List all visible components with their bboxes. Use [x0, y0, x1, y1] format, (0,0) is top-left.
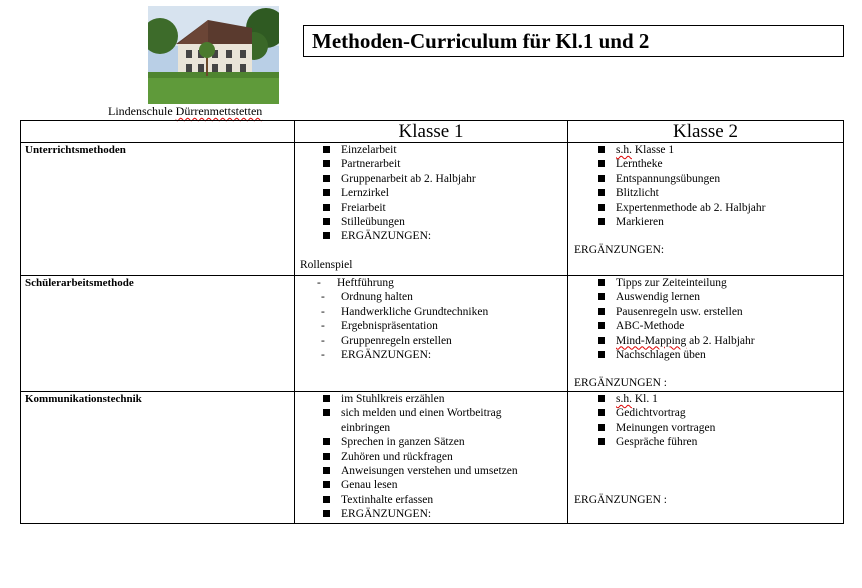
list-item: - Heftführung [337, 276, 567, 290]
curriculum-table [20, 120, 844, 524]
list-item: Lernzirkel [341, 186, 567, 200]
list-item: Sprechen in ganzen Sätzen [341, 435, 567, 449]
list-item: Auswendig lernen [616, 290, 843, 304]
mind-mapping-rest: ab 2. Halbjahr [686, 334, 755, 347]
cell-klasse1-kommunikationstechnik [295, 392, 568, 524]
cell-klasse1-unterrichtsmethoden [295, 143, 568, 276]
list-item: Lerntheke [616, 157, 843, 171]
list-item: Partnerarbeit [341, 157, 567, 171]
school-photo [148, 6, 279, 104]
cell-klasse1-schuelerarbeitsmethode [295, 276, 568, 392]
list-item: ERGÄNZUNGEN: [341, 229, 567, 243]
caption-prefix: Lindenschule [108, 104, 176, 118]
list-item: im Stuhlkreis erzählen [341, 392, 567, 406]
list-item: Markieren [616, 215, 843, 229]
list-item: Entspannungsübungen [616, 172, 843, 186]
sh-abbrev: s.h. [616, 393, 632, 405]
list-item: sich melden und einen Wortbeitrag [341, 406, 567, 420]
table-row [21, 276, 844, 392]
header-empty-cell [21, 121, 295, 143]
extra-note: Rollenspiel [300, 258, 353, 271]
list-item: Gespräche führen [616, 435, 843, 449]
list-item: ERGÄNZUNGEN: [341, 507, 567, 521]
table-header-row [21, 121, 844, 143]
cell-klasse2-schuelerarbeitsmethode [568, 276, 844, 392]
row-label-unterrichtsmethoden: Unterrichtsmethoden [21, 143, 295, 276]
cell-klasse2-unterrichtsmethoden [568, 143, 844, 276]
header-klasse-1: Klasse 1 [295, 121, 568, 143]
list-item: Anweisungen verstehen und umsetzen [341, 464, 567, 478]
list-item: - Handwerkliche Grundtechniken [341, 305, 567, 319]
erganzungen-label: ERGÄNZUNGEN : [574, 377, 667, 390]
sh-text: Kl. 1 [631, 393, 658, 405]
caption-school-name: Dürrenmettstetten [175, 104, 263, 118]
list-item: Expertenmethode ab 2. Halbjahr [616, 201, 843, 215]
list-item [616, 334, 843, 348]
table-row [21, 392, 844, 524]
list-item: Blitzlicht [616, 186, 843, 200]
page-title: Methoden-Curriculum für Kl.1 und 2 [312, 29, 650, 53]
cell-klasse2-kommunikationstechnik [568, 392, 844, 524]
list-item: Genau lesen [341, 478, 567, 492]
list-item: Einzelarbeit [341, 143, 567, 157]
table-row [21, 143, 844, 276]
row-label-kommunikationstechnik: Kommunikationstechnik [21, 392, 295, 524]
list-item: Gruppenarbeit ab 2. Halbjahr [341, 172, 567, 186]
school-building-icon [148, 6, 279, 104]
list-item: - Gruppenregeln erstellen [341, 334, 567, 348]
list-item: Nachschlagen üben [616, 348, 843, 362]
list-item: - ERGÄNZUNGEN: [341, 348, 567, 362]
row-label-schuelerarbeitsmethode: Schülerarbeitsmethode [21, 276, 295, 392]
list-item [616, 392, 843, 406]
list-item: - Ordnung halten [341, 290, 567, 304]
school-caption [108, 104, 262, 118]
list-item: Meinungen vortragen [616, 421, 843, 435]
erganzungen-label: ERGÄNZUNGEN: [574, 244, 665, 257]
sh-abbrev: s.h. [616, 144, 632, 156]
sh-text: Klasse 1 [631, 144, 675, 156]
list-item: Textinhalte erfassen [341, 493, 567, 507]
list-item: Freiarbeit [341, 201, 567, 215]
list-item [616, 143, 843, 157]
list-item: ABC-Methode [616, 319, 843, 333]
list-item-continuation: einbringen [341, 421, 391, 434]
erganzungen-label: ERGÄNZUNGEN : [574, 493, 667, 506]
header-klasse-2: Klasse 2 [568, 121, 844, 143]
list-item: Tipps zur Zeiteinteilung [616, 276, 843, 290]
list-item: Stilleübungen [341, 215, 567, 229]
title-box [303, 25, 844, 57]
list-item: - Ergebnispräsentation [341, 319, 567, 333]
mind-mapping-word: Mind-Mapping [616, 334, 687, 347]
list-item: Pausenregeln usw. erstellen [616, 305, 843, 319]
list-item: Gedichtvortrag [616, 406, 843, 420]
list-item: Zuhören und rückfragen [341, 450, 567, 464]
